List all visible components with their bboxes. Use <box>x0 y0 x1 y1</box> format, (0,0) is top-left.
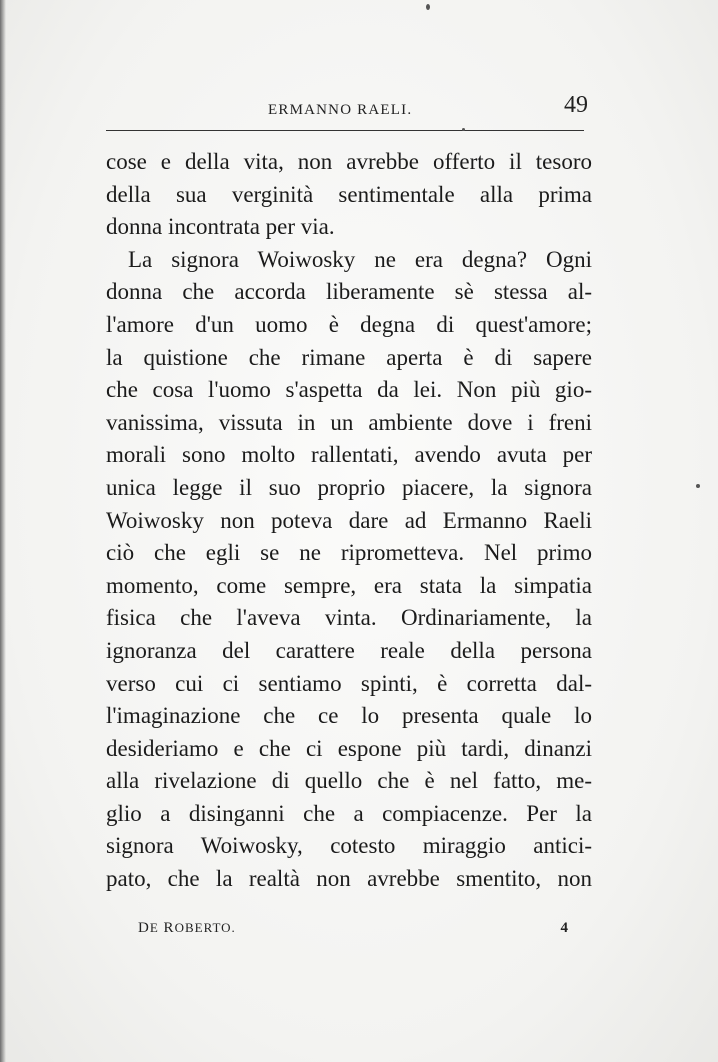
page-number: 49 <box>564 92 588 118</box>
printer-signature <box>138 920 236 937</box>
page-header <box>106 88 598 118</box>
text-line: la quistione che rimane aperta è di sapere <box>106 344 592 370</box>
sheet-number: 4 <box>560 920 568 936</box>
text-line: ignoranza del carattere reale della persona <box>106 637 592 663</box>
text-line: cose e della vita, non avrebbe offerto il tesoro <box>106 149 592 174</box>
body-text <box>106 146 592 896</box>
text-line: donna che accorda liberamente sè stessa al- <box>106 279 592 305</box>
text-line: della sua verginità sentimentale alla prima <box>106 181 592 207</box>
text-line: l'imaginazione che ce lo presenta quale lo <box>106 703 592 729</box>
signature-initial-d: D <box>138 920 150 936</box>
paper-speck <box>462 128 465 131</box>
signature-rest-d: E <box>149 920 159 935</box>
signature-initial-r: R <box>163 920 175 936</box>
page-edge-shadow <box>0 0 6 1062</box>
text-line: pato, che la realtà non avrebbe smentito, non <box>106 866 592 892</box>
text-line: fisica che l'aveva vinta. Ordinariamente, la <box>106 605 592 631</box>
page-footer <box>138 920 578 944</box>
paper-speck <box>696 484 700 488</box>
signature-rest-r: OBERTO. <box>174 920 236 935</box>
running-title: ERMANNO RAELI. <box>268 102 413 118</box>
text-line: glio a disinganni che a compiacenze. Per la <box>106 800 592 826</box>
text-line: desideriamo e che ci espone più tardi, dinanzi <box>106 735 592 761</box>
paper-speck <box>426 4 430 10</box>
text-line: unica legge il suo proprio piacere, la signora <box>106 474 592 500</box>
text-line: morali sono molto rallentati, avendo avuta per <box>106 442 592 468</box>
text-line: donna incontrata per via. <box>106 214 335 240</box>
text-line: che cosa l'uomo s'aspetta da lei. Non più gio- <box>106 377 592 403</box>
text-line: alla rivelazione di quello che è nel fatto, me- <box>106 768 592 794</box>
text-line: momento, come sempre, era stata la simpatia <box>106 572 592 598</box>
text-line: signora Woiwosky, cotesto miraggio antici- <box>106 833 592 859</box>
text-line: l'amore d'un uomo è degna di quest'amore; <box>106 311 592 337</box>
text-line: La signora Woiwosky ne era degna? Ogni <box>128 246 592 272</box>
text-line: verso cui ci sentiamo spinti, è corretta dal- <box>106 670 592 696</box>
text-line: Woiwosky non poteva dare ad Ermanno Raeli <box>106 507 592 533</box>
text-line: vanissima, vissuta in un ambiente dove i freni <box>106 409 592 435</box>
text-line: ciò che egli se ne riprometteva. Nel primo <box>106 540 592 566</box>
header-rule <box>106 130 584 131</box>
